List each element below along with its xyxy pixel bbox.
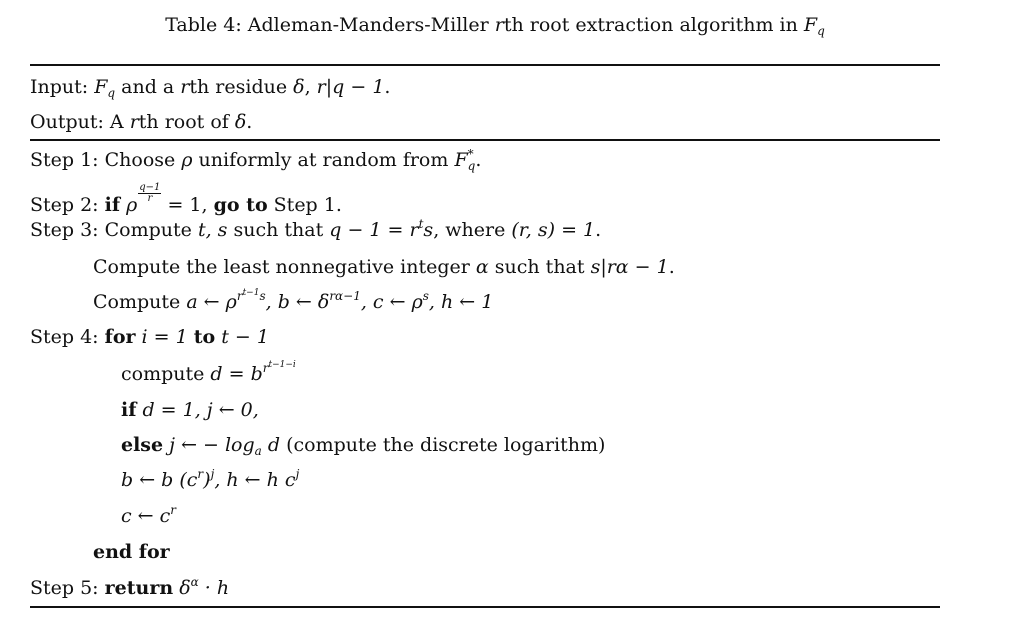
step-2: Step 2: if ρ $\frac{q-1}{r}$ = 1, go to Step 1. bbox=[30, 182, 342, 216]
step-4-update-bh: b ← b $(c^r)^j$, h ← h $c^j$ bbox=[121, 467, 300, 491]
output-row: Output: A rth root of δ. bbox=[30, 111, 253, 133]
step-1: Step 1: Choose ρ uniformly at random from $F^*_q$. bbox=[30, 147, 482, 173]
top-rule bbox=[30, 64, 940, 66]
step-5: Step 5: return $\delta^\alpha \cdot h$ bbox=[30, 575, 230, 599]
step-4-if: if d = 1, j ← 0, bbox=[121, 399, 259, 421]
step-4: Step 4: for i = 1 to t − 1 bbox=[30, 326, 269, 348]
bottom-rule bbox=[30, 606, 940, 608]
step-3: Step 3: Compute t, s such that $q - 1 = r^ts$, where (r, s) = 1. bbox=[30, 217, 602, 241]
step-4-compute: compute $d = b^{r^{t-1-i}}$ bbox=[121, 360, 296, 385]
step-3-line-3: Compute a ← $\rho^{r^{t-1}s}$, b ← $\delta^{r\alpha-1}$, c ← $\rho^s$, h ← 1 bbox=[93, 288, 494, 313]
input-row: Input: $F_q$ and a rth residue δ, r|q − 1. bbox=[30, 76, 391, 100]
mid-rule bbox=[30, 139, 940, 141]
table-caption: Table 4: Adleman-Manders-Miller rth root extraction algorithm in $F_q$ bbox=[165, 14, 825, 38]
step-3-line-2: Compute the least nonnegative integer α such that s|rα − 1. bbox=[93, 256, 675, 278]
step-4-update-c: c ← $c^r$ bbox=[121, 503, 177, 527]
exponent-fraction: $\frac{q-1}{r}$ bbox=[139, 182, 161, 204]
step-4-end-for: end for bbox=[93, 541, 170, 563]
step-4-else: else j ← − $\log_a d$ (compute the discrete logarithm) bbox=[121, 434, 606, 458]
